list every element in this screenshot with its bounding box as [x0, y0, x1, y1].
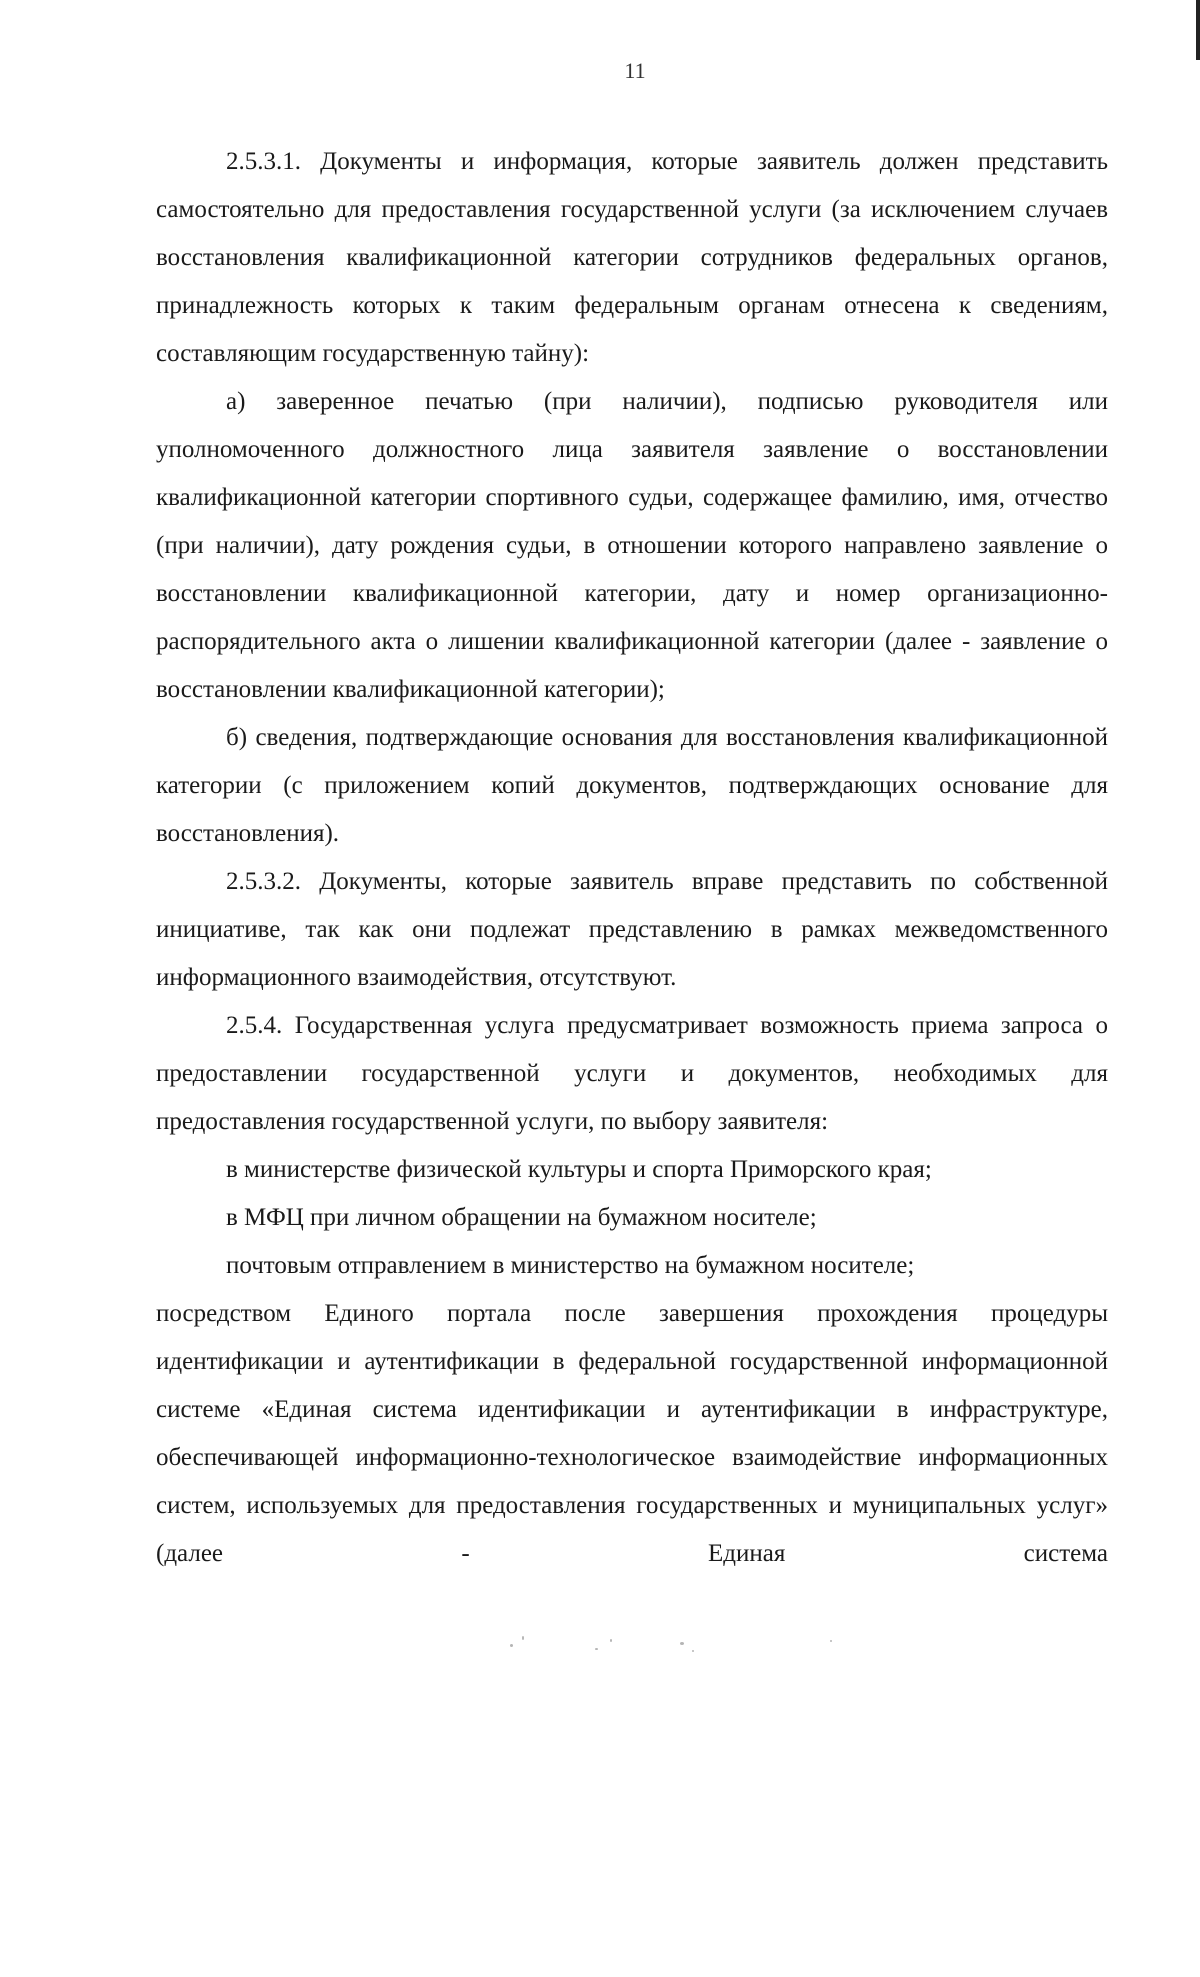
paragraph-item-b: б) сведения, подтверждающие основания для восстановления квалификационной категории (с приложением копий документов, подтверждающих основание для восстановления).	[156, 724, 1108, 847]
paragraph-item-a: а) заверенное печатью (при наличии), подписью руководителя или уполномоченного должностного лица заявителя заявление о восстановлении квалификационной категории спортивного судьи, содержащее фамилию, имя, отчество (при наличии), дату рождения судьи, в отношении которого направлено заявление о восстановлении квалификационной категории, дату и номер организационно-распорядительного акта о лишении квалификационной категории (далее - заявление о восстановлении квалификационной категории);	[156, 388, 1108, 703]
scan-speck	[522, 1636, 524, 1640]
document-body	[156, 138, 1108, 1578]
scan-artifact	[500, 1630, 900, 1670]
paragraph-2-5-3-2: 2.5.3.2. Документы, которые заявитель вправе представить по собственной инициативе, так как они подлежат представлению в рамках межведомственного информационного взаимодействия, отсутствуют.	[156, 868, 1108, 991]
scan-speck	[830, 1640, 832, 1642]
paragraph-option-mfc: в МФЦ при личном обращении на бумажном носителе;	[226, 1204, 817, 1231]
scan-speck	[692, 1650, 694, 1652]
paragraph-2-5-3-1: 2.5.3.1. Документы и информация, которые заявитель должен представить самостоятельно для предоставления государственной услуги (за исключением случаев восстановления квалификационной категории сотрудников федеральных органов, принадлежность которых к таким федеральным органам отнесена к сведениям, составляющим государственную тайну):	[156, 148, 1108, 367]
scan-edge-mark	[1196, 0, 1200, 60]
scan-speck	[510, 1644, 513, 1647]
scan-speck	[680, 1642, 684, 1645]
paragraph-option-portal: посредством Единого портала после завершения прохождения процедуры идентификации и аутентификации в федеральной государственной информационной системе «Единая система идентификации и аутентификации в инфраструктуре, обеспечивающей информационно-технологическое взаимодействие информационных систем, используемых для предоставления государственных и муниципальных услуг» (далее - Единая система	[156, 1300, 1108, 1567]
scan-speck	[595, 1648, 598, 1650]
paragraph-option-post: почтовым отправлением в министерство на бумажном носителе;	[226, 1252, 915, 1279]
page-number: 11	[624, 58, 646, 83]
paragraph-option-ministry: в министерстве физической культуры и спорта Приморского края;	[226, 1156, 932, 1183]
scan-speck	[610, 1639, 612, 1642]
paragraph-2-5-4: 2.5.4. Государственная услуга предусматривает возможность приема запроса о предоставлении государственной услуги и документов, необходимых для предоставления государственной услуги, по выбору заявителя:	[156, 1012, 1108, 1135]
